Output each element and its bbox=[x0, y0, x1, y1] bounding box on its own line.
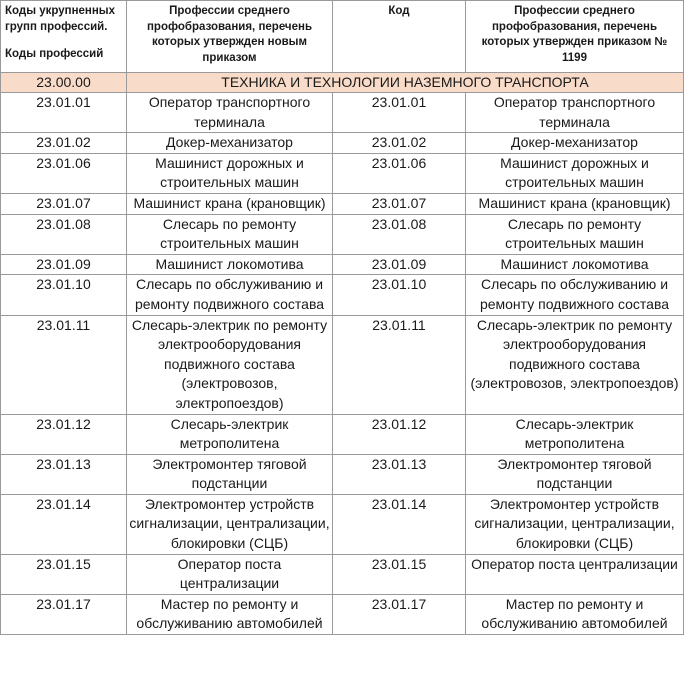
code-old: 23.01.11 bbox=[333, 315, 466, 414]
name-new: Оператор транспортного терминала bbox=[127, 93, 333, 133]
code-old: 23.01.09 bbox=[333, 254, 466, 275]
code-new: 23.01.10 bbox=[1, 275, 127, 315]
name-old: Слесарь по ремонту строительных машин bbox=[466, 214, 684, 254]
name-old: Машинист дорожных и строительных машин bbox=[466, 153, 684, 193]
code-old: 23.01.02 bbox=[333, 133, 466, 154]
code-new: 23.01.11 bbox=[1, 315, 127, 414]
code-old: 23.01.10 bbox=[333, 275, 466, 315]
code-old: 23.01.01 bbox=[333, 93, 466, 133]
table-row bbox=[1, 454, 684, 494]
table-row bbox=[1, 133, 684, 154]
code-new: 23.01.01 bbox=[1, 93, 127, 133]
table-row bbox=[1, 214, 684, 254]
code-old: 23.01.07 bbox=[333, 193, 466, 214]
code-new: 23.01.17 bbox=[1, 594, 127, 634]
header-row bbox=[1, 1, 684, 73]
code-old: 23.01.13 bbox=[333, 454, 466, 494]
code-new: 23.01.02 bbox=[1, 133, 127, 154]
table-row bbox=[1, 414, 684, 454]
header-new-order-professions: Профессии среднего профобразования, перечень которых утвержден новым приказом bbox=[127, 1, 333, 73]
code-new: 23.01.06 bbox=[1, 153, 127, 193]
name-new: Машинист дорожных и строительных машин bbox=[127, 153, 333, 193]
name-new: Электромонтер тяговой подстанции bbox=[127, 454, 333, 494]
name-old: Докер-механизатор bbox=[466, 133, 684, 154]
table-row bbox=[1, 594, 684, 634]
name-new: Слесарь по ремонту строительных машин bbox=[127, 214, 333, 254]
table-row bbox=[1, 315, 684, 414]
header-code: Код bbox=[333, 1, 466, 73]
code-old: 23.01.08 bbox=[333, 214, 466, 254]
group-row bbox=[1, 73, 684, 93]
header-order-1199-professions: Профессии среднего профобразования, перечень которых утвержден приказом № 1199 bbox=[466, 1, 684, 73]
name-new: Оператор поста централизации bbox=[127, 554, 333, 594]
table-row bbox=[1, 275, 684, 315]
header-group-codes bbox=[1, 1, 127, 73]
table-body bbox=[1, 73, 684, 635]
table-row bbox=[1, 153, 684, 193]
code-new: 23.01.09 bbox=[1, 254, 127, 275]
name-old: Слесарь-электрик по ремонту электрооборудования подвижного состава (электровозов, электропоездов) bbox=[466, 315, 684, 414]
name-old: Оператор транспортного терминала bbox=[466, 93, 684, 133]
name-new: Машинист локомотива bbox=[127, 254, 333, 275]
name-new: Слесарь по обслуживанию и ремонту подвижного состава bbox=[127, 275, 333, 315]
code-new: 23.01.14 bbox=[1, 494, 127, 554]
code-old: 23.01.17 bbox=[333, 594, 466, 634]
header-group-codes-title: Коды укрупненных групп профессий. bbox=[5, 5, 116, 33]
name-new: Машинист крана (крановщик) bbox=[127, 193, 333, 214]
name-old: Машинист крана (крановщик) bbox=[466, 193, 684, 214]
code-old: 23.01.12 bbox=[333, 414, 466, 454]
table-row bbox=[1, 93, 684, 133]
name-old: Слесарь по обслуживанию и ремонту подвижного состава bbox=[466, 275, 684, 315]
code-old: 23.01.06 bbox=[333, 153, 466, 193]
table-row bbox=[1, 554, 684, 594]
code-new: 23.01.12 bbox=[1, 414, 127, 454]
name-old: Электромонтер устройств сигнализации, централизации, блокировки (СЦБ) bbox=[466, 494, 684, 554]
name-old: Слесарь-электрик метрополитена bbox=[466, 414, 684, 454]
name-new: Мастер по ремонту и обслуживанию автомобилей bbox=[127, 594, 333, 634]
name-old: Электромонтер тяговой подстанции bbox=[466, 454, 684, 494]
code-old: 23.01.14 bbox=[333, 494, 466, 554]
header-profession-codes-subtitle: Коды профессий bbox=[5, 48, 104, 60]
name-new: Слесарь-электрик по ремонту электрооборудования подвижного состава (электровозов, электропоездов) bbox=[127, 315, 333, 414]
name-new: Слесарь-электрик метрополитена bbox=[127, 414, 333, 454]
name-old: Мастер по ремонту и обслуживанию автомобилей bbox=[466, 594, 684, 634]
table-row bbox=[1, 254, 684, 275]
code-new: 23.01.07 bbox=[1, 193, 127, 214]
table-row bbox=[1, 494, 684, 554]
name-new: Электромонтер устройств сигнализации, централизации, блокировки (СЦБ) bbox=[127, 494, 333, 554]
group-title: ТЕХНИКА И ТЕХНОЛОГИИ НАЗЕМНОГО ТРАНСПОРТА bbox=[127, 73, 684, 93]
name-old: Оператор поста централизации bbox=[466, 554, 684, 594]
code-old: 23.01.15 bbox=[333, 554, 466, 594]
group-code: 23.00.00 bbox=[1, 73, 127, 93]
table-row bbox=[1, 193, 684, 214]
code-new: 23.01.15 bbox=[1, 554, 127, 594]
code-new: 23.01.13 bbox=[1, 454, 127, 494]
name-old: Машинист локомотива bbox=[466, 254, 684, 275]
name-new: Докер-механизатор bbox=[127, 133, 333, 154]
code-new: 23.01.08 bbox=[1, 214, 127, 254]
